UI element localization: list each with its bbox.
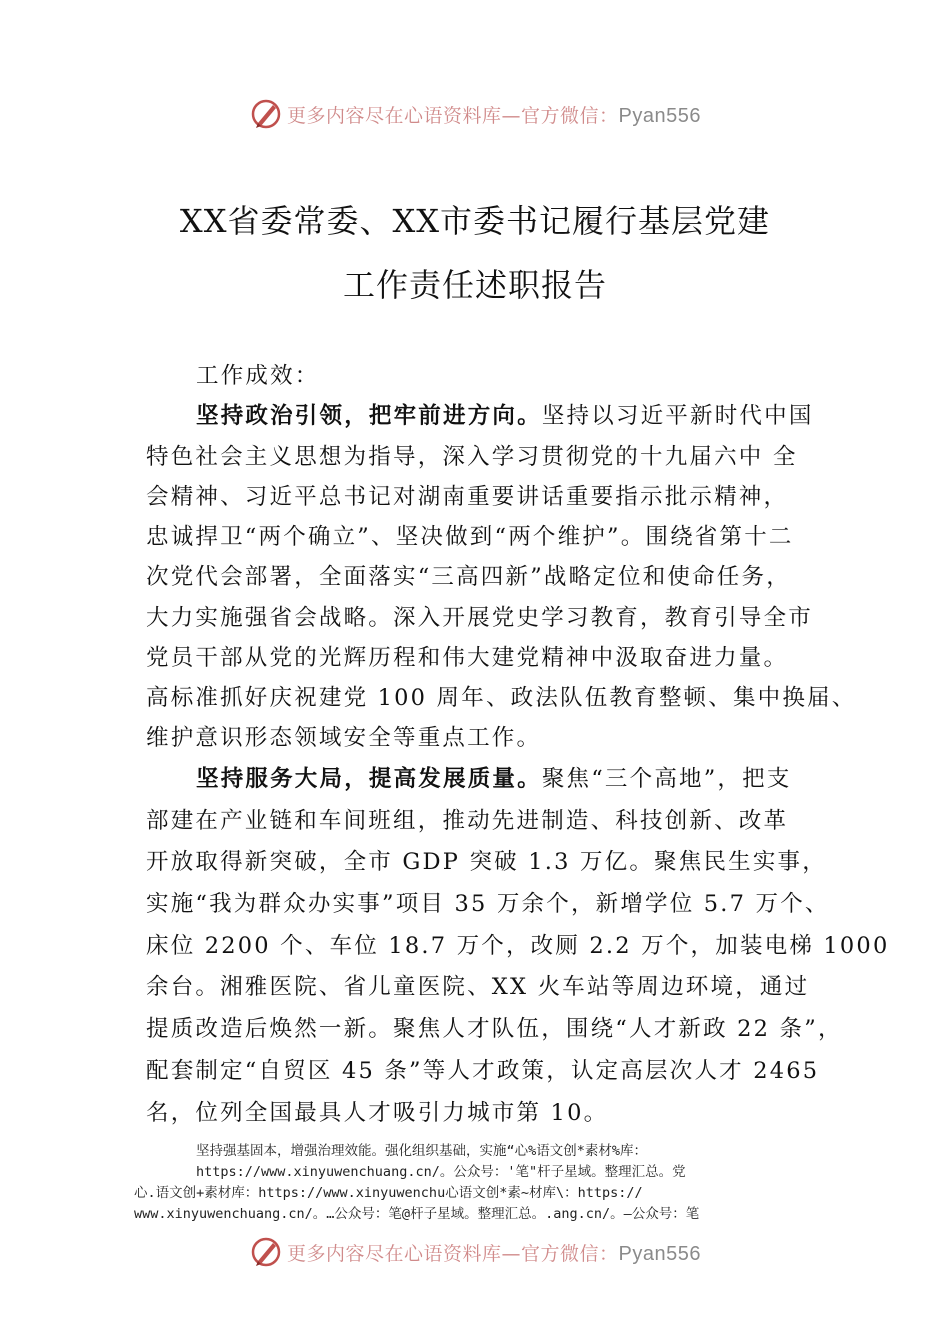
header-banner (0, 94, 950, 134)
paragraph-2-line-1 (196, 761, 792, 793)
banner-text: 更多内容尽在心语资料库—官方微信： (287, 1242, 619, 1265)
banner-label (287, 1239, 701, 1266)
watermark-line-4: www.xinyuwenchuang.cn/。…公众号：笔@杆子星域。整理汇总。.ang.cn/。—公众号：笔 (134, 1206, 700, 1222)
paragraph-2-text: 聚焦“三个高地”，把支 (541, 766, 792, 792)
banner-text: 更多内容尽在心语资料库—官方微信： (287, 104, 619, 127)
banner-wechat-id: Pyan556 (618, 1242, 701, 1265)
document-title-line2: 工作责任述职报告 (342, 266, 607, 304)
banner-wechat-id: Pyan556 (618, 104, 701, 127)
paragraph-2-lead: 坚持服务大局，提高发展质量。 (196, 766, 542, 792)
paragraph-1-line-1 (196, 398, 814, 430)
paragraph-2-line-4: 实施“我为群众办实事”项目 35 万余个，新增学位 5.7 万个、 (146, 891, 830, 917)
banner-label (287, 101, 701, 128)
paragraph-1-line-9: 维护意识形态领域安全等重点工作。 (146, 725, 542, 751)
footer-banner (0, 1232, 950, 1272)
paragraph-1-line-4: 忠诚捍卫“两个确立”、坚决做到“两个维护”。围绕省第十二 (146, 524, 794, 550)
watermark-line-3: 心.语文创+素材库：https://www.xinyuwenchu心语文创*素~材库\：https:// (134, 1185, 643, 1201)
paragraph-2-line-9: 名，位列全国最具人才吸引力城市第 10。 (146, 1100, 609, 1126)
paragraph-2-line-7: 提质改造后焕然一新。聚焦人才队伍，围绕“人才新政 22 条”， (146, 1016, 843, 1042)
paragraph-1-line-3: 会精神、习近平总书记对湖南重要讲话重要指示批示精神， (146, 484, 789, 510)
paragraph-1-line-2: 特色社会主义思想为指导，深入学习贯彻党的十九届六中 全 (146, 444, 798, 470)
watermark-line-1: 坚持强基固本，增强治理效能。强化组织基础，实施“心%语文创*素材%库： (196, 1143, 648, 1159)
paragraph-1-line-7: 党员干部从党的光辉历程和伟大建党精神中汲取奋进力量。 (146, 645, 789, 671)
pen-logo-icon (249, 1235, 283, 1269)
paragraph-1-line-8: 高标准抓好庆祝建党 100 周年、政法队伍教育整顿、集中换届、 (146, 685, 857, 711)
paragraph-2-line-2: 部建在产业链和车间班组，推动先进制造、科技创新、改革 (146, 808, 789, 834)
paragraph-1-text: 坚持以习近平新时代中国 (541, 403, 814, 429)
pen-logo-icon (249, 97, 283, 131)
section-heading: 工作成效： (196, 363, 320, 389)
paragraph-2-line-8: 配套制定“自贸区 45 条”等人才政策，认定高层次人才 2465 (146, 1058, 820, 1084)
paragraph-2-line-6: 余台。湘雅医院、省儿童医院、XX 火车站等周边环境，通过 (146, 974, 810, 1000)
document-title-line1: XX省委常委、XX市委书记履行基层党建 (179, 202, 771, 240)
watermark-line-2: https://www.xinyuwenchuang.cn/。公众号：'笔"杆子星域。整理汇总。党 (196, 1164, 686, 1180)
paragraph-1-line-6: 大力实施强省会战略。深入开展党史学习教育，教育引导全市 (146, 605, 813, 631)
paragraph-1-line-5: 次党代会部署，全面落实“三高四新”战略定位和使命任务， (146, 564, 791, 590)
paragraph-2-line-5: 床位 2200 个、车位 18.7 万个，改厕 2.2 万个，加装电梯 1000 (146, 933, 890, 959)
paragraph-2-line-3: 开放取得新突破，全市 GDP 突破 1.3 万亿。聚焦民生实事， (146, 849, 827, 875)
paragraph-1-lead: 坚持政治引领，把牢前进方向。 (196, 403, 542, 429)
